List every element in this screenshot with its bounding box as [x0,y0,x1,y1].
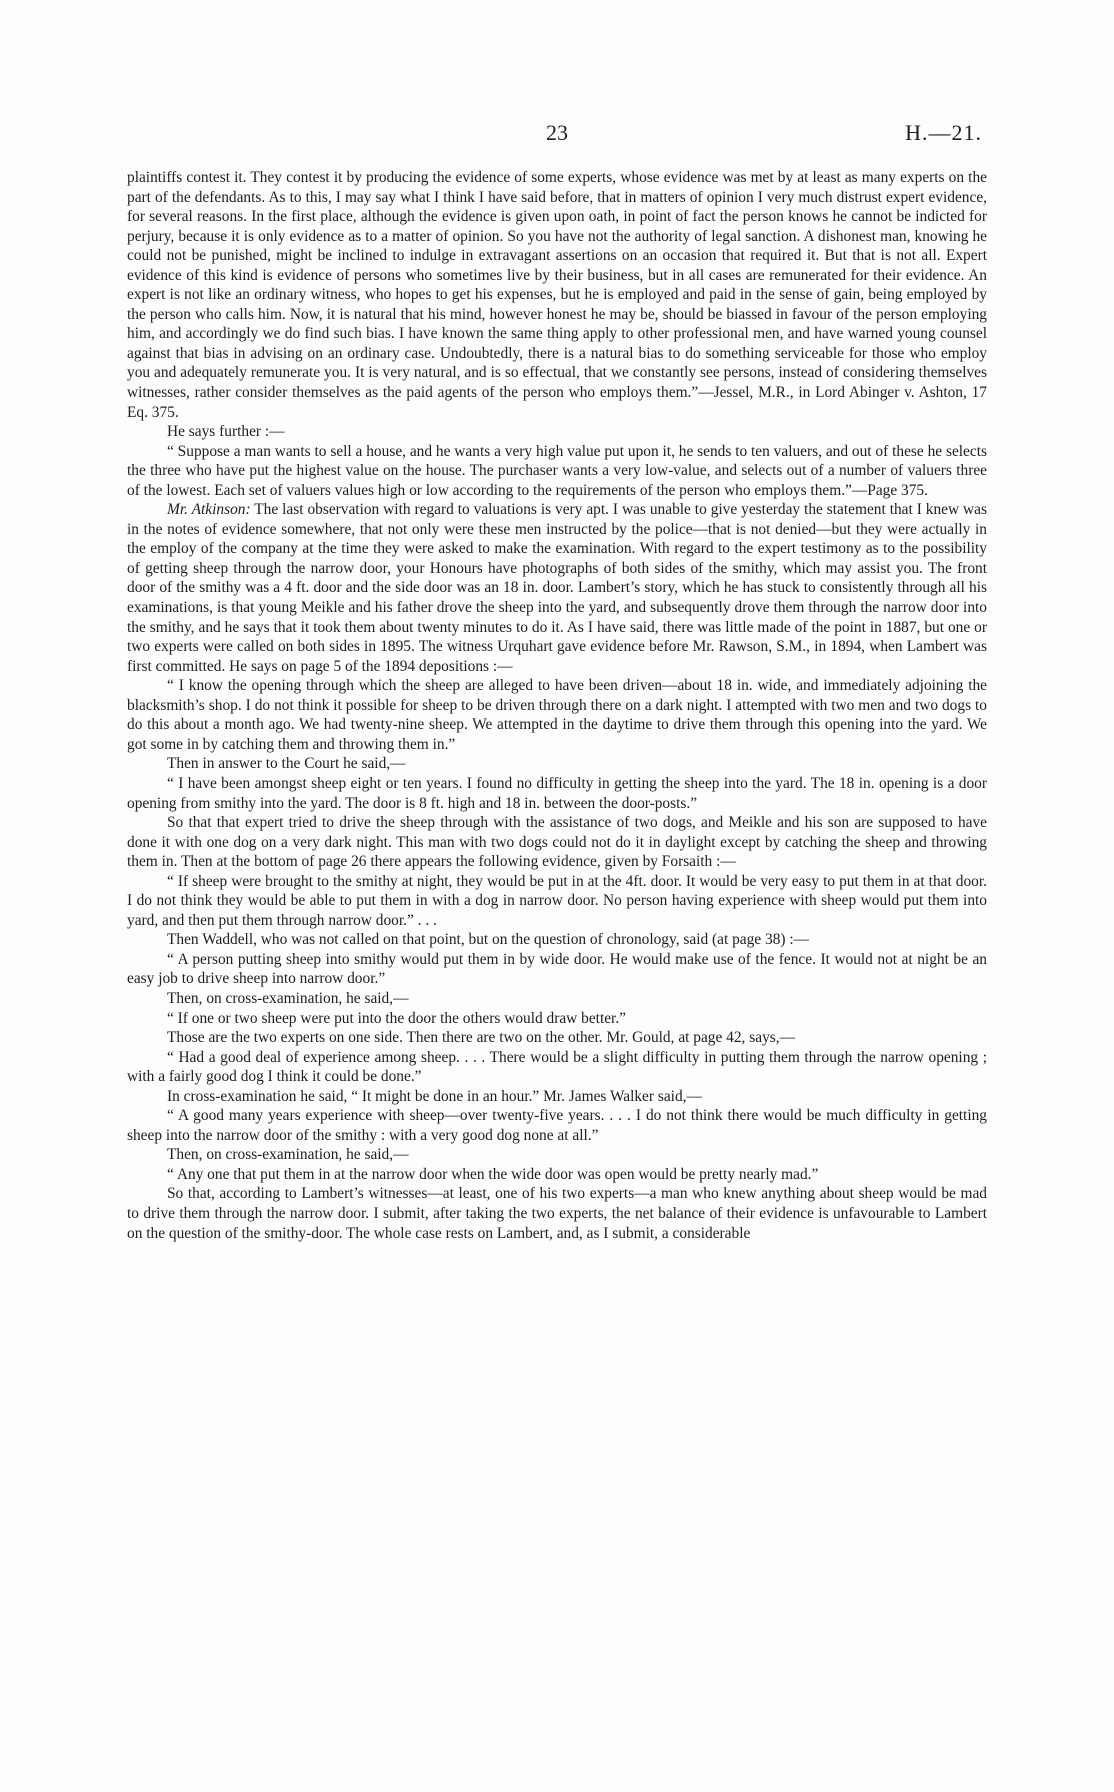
quotation: “ Had a good deal of experience among sheep. . . . There would be a slight difficulty in putting them through the narrow opening ; with a fairly good dog I think it could be done.” [127,1048,987,1086]
paragraph: So that that expert tried to drive the sheep through with the assistance of two dogs, and Meikle and his son are supposed to have done it with one dog on a very dark night. This man with two dogs could not do it in daylight except by catching the sheep and throwing them in. Then at the bottom of page 26 there appears the following evidence, given by Forsaith :— [127,814,987,871]
paragraph: In cross-examination he said, “ It might be done in an hour.” Mr. James Walker said,— [167,1087,702,1105]
speaker-name: Mr. Atkinson: [167,501,251,519]
quotation: “ I know the opening through which the sheep are alleged to have been driven—about 18 in. wide, and immediately adjoining the blacksmith’s shop. I do not think it possible for sheep to be driven through there on a dark night. I attempted with two men and two dogs to do this about a month ago. We had twenty-nine sheep. We attempted in the daytime to drive them through this opening into the yard. We got some in by catching them and throwing them in.” [127,677,987,753]
paragraph: Then in answer to the Court he said,— [167,755,406,773]
quotation: “ A good many years experience with sheep—over twenty-five years. . . . I do not think there would be much difficulty in getting sheep into the narrow door of the smithy : with a very good dog none at all.” [127,1107,987,1144]
quotation: “ If sheep were brought to the smithy at night, they would be put in at the 4ft. door. It would be very easy to put them in at that door. I do not think they would be able to put them in with a dog in narrow door. No person having experience with sheep would put them into yard, and then put them through narrow door.” . . . [127,872,987,929]
quotation: “ Suppose a man wants to sell a house, and he wants a very high value put upon it, he sends to ten valuers, and out of these he selects the three who have put the highest value on the house. The purchaser wants a very low-value, and selects out of a number of valuers three of the lowest. Each set of valuers values high or low according to the requirements of the person who employs them.”—Page 375. [127,442,987,499]
quotation: “ I have been amongst sheep eight or ten years. I found no difficulty in getting the sheep into the yard. The 18 in. opening is a door opening from smithy into the yard. The door is 8 ft. high and 18 in. between the door-posts.” [127,774,987,812]
paragraph: So that, according to Lambert’s witnesses—at least, one of his two experts—a man who knew anything about sheep would be mad to drive them through the narrow door. I submit, after taking the two experts, the net balance of their evidence is unfavourable to Lambert on the question of the smithy-door. The whole case rests on Lambert, and, as I submit, a considerable [127,1185,987,1242]
paragraph: He says further :— [167,423,285,441]
document-reference: H.—21. [905,120,982,145]
paragraph: plaintiffs contest it. They contest it by producing the evidence of some experts, whose evidence was met by at least as many experts on the part of the defendants. As to this, I may say what I think I have said before, that in matters of opinion I very much distrust expert evidence, for several reasons. In the first place, although the evidence is given upon oath, in point of fact the person knows he cannot be indicted for perjury, because it is only evidence as to a matter of opinion. So you have not the authority of legal sanction. A dishonest man, knowing he could not be punished, might be inclined to indulge in extravagant assertions on an occasion that required it. But that is not all. Expert evidence of this kind is evidence of persons who sometimes live by their business, but in all cases are remunerated for their evidence. An expert is not like an ordinary witness, who hopes to get his expenses, but he is employed and paid in the sense of gain, being employed by the person who calls him. Now, it is natural that his mind, however honest he may be, should be biassed in favour of the person employing him, and accordingly we do find such bias. I have known the same thing apply to other professional men, and have warned young counsel against that bias in advising on an ordinary case. Undoubtedly, there is a natural bias to do something serviceable for those who employ you and adequately remunerate you. It is very natural, and is so effectual, that we constantly see persons, instead of considering themselves witnesses, rather consider themselves as the paid agents of the person who employs them.”—Jessel, M.R., in Lord Abinger v. Ashton, 17 Eq. 375. [127,169,987,421]
paragraph: Then, on cross-examination, he said,— [167,989,409,1007]
document-body [127,168,987,1243]
quotation: “ Any one that put them in at the narrow door when the wide door was open would be pretty nearly mad.” [167,1165,819,1183]
paragraph: Then, on cross-examination, he said,— [167,1146,409,1164]
quotation: “ If one or two sheep were put into the door the others would draw better.” [167,1009,627,1027]
paragraph: Then Waddell, who was not called on that point, but on the question of chronology, said (at page 38) :— [167,931,810,949]
page-number: 23 [546,120,568,145]
speaker-text: The last observation with regard to valuations is very apt. I was unable to give yesterday the statement that I knew was in the notes of evidence somewhere, that not only were these men instructed by the police—that is not denied—but they were actually in the employ of the company at the time they were asked to make the examination. With regard to the expert testimony as to the possibility of getting sheep through the narrow door, your Honours have photographs of both sides of the smithy, which may assist you. The front door of the smithy was a 4 ft. door and the side door was an 18 in. door. Lambert’s story, which he has stuck to consistently through all his examinations, is that young Meikle and his father drove the sheep into the yard, and subsequently drove them through the narrow door into the smithy, and he says that it took them about twenty minutes to do it. As I have said, there was little made of the point in 1887, but one or two experts were called on both sides in 1895. The witness Urquhart gave evidence before Mr. Rawson, S.M., in 1894, when Lambert was first committed. He says on page 5 of the 1894 depositions :— [127,501,987,675]
quotation: “ A person putting sheep into smithy would put them in by wide door. He would make use of the fence. It would not at night be an easy job to drive sheep into narrow door.” [127,950,987,988]
page-header [128,116,986,156]
paragraph [127,500,987,676]
paragraph: Those are the two experts on one side. Then there are two on the other. Mr. Gould, at page 42, says,— [167,1029,796,1047]
